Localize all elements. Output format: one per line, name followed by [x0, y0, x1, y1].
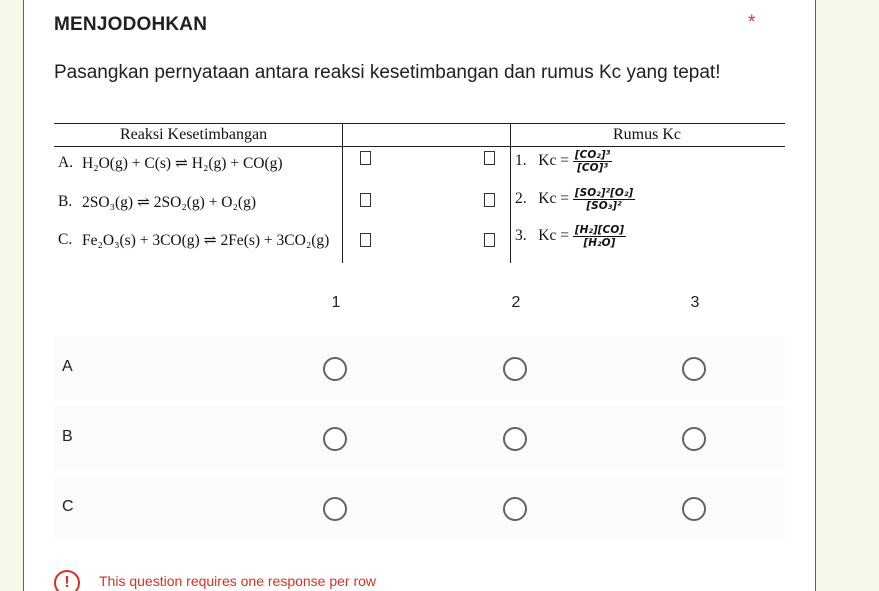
radio-c-3[interactable]: [682, 497, 706, 521]
formula-number: 3.: [515, 227, 527, 245]
radio-a-1[interactable]: [323, 357, 347, 381]
formula-numerator: [SO₂]²[O₂]: [574, 187, 634, 199]
reference-table-image: [54, 123, 785, 263]
formula-prefix: Kc =: [538, 190, 569, 208]
formula-1: [515, 149, 612, 174]
radio-b-2[interactable]: [503, 427, 527, 451]
formula-2: [515, 187, 635, 212]
formula-number: 2.: [515, 190, 527, 208]
formula-denominator: [CO]³: [577, 162, 608, 174]
question-card: [23, 0, 816, 591]
reaction-b: 2SO₃(g) ⇌ 2SO₂(g) + O₂(g): [82, 194, 256, 211]
formula-prefix: Kc =: [538, 152, 569, 170]
radio-b-1[interactable]: [323, 427, 347, 451]
radio-a-3[interactable]: [682, 357, 706, 381]
formula-fraction: [573, 224, 626, 249]
radio-a-2[interactable]: [503, 357, 527, 381]
formula-denominator: [SO₃]²: [586, 200, 622, 212]
formula-fraction: [573, 149, 612, 174]
column-header-1: 1: [331, 294, 341, 311]
grid-row-c: [54, 476, 785, 540]
reaction-letter-b: B.: [58, 193, 73, 210]
answer-box-right: [484, 193, 495, 207]
row-label-b: B: [62, 428, 73, 445]
answer-box-left: [360, 151, 371, 165]
table-header-formulas: Rumus Kc: [613, 126, 681, 143]
answer-box-left: [360, 193, 371, 207]
answer-box-right: [484, 233, 495, 247]
reaction-letter-c: C.: [58, 231, 73, 248]
reaction-c: Fe₂O₃(s) + 3CO(g) ⇌ 2Fe(s) + 3CO₂(g): [82, 232, 330, 249]
formula-prefix: Kc =: [538, 227, 569, 245]
formula-fraction: [573, 187, 635, 212]
column-header-2: 2: [511, 294, 521, 311]
formula-3: [515, 224, 626, 249]
reaction-letter-a: A.: [58, 154, 74, 171]
reaction-a: H₂O(g) + C(s) ⇌ H₂(g) + CO(g): [82, 155, 283, 172]
radio-c-2[interactable]: [503, 497, 527, 521]
row-label-a: A: [62, 358, 73, 375]
validation-message: This question requires one response per row: [99, 573, 377, 589]
radio-c-1[interactable]: [323, 497, 347, 521]
formula-denominator: [H₂O]: [583, 237, 616, 249]
formula-numerator: [H₂][CO]: [574, 224, 625, 236]
formula-numerator: [CO₂]³: [574, 149, 611, 161]
exclamation-icon: !: [54, 570, 80, 591]
table-header-reactions: Reaksi Kesetimbangan: [120, 126, 268, 143]
column-header-3: 3: [690, 294, 700, 311]
question-description: Pasangkan pernyataan antara reaksi kesetimbangan dan rumus Kc yang tepat!: [54, 62, 721, 83]
grid-row-b: [54, 406, 785, 470]
grid-row-a: [54, 336, 785, 400]
formula-number: 1.: [515, 152, 527, 170]
answer-box-right: [484, 151, 495, 165]
required-asterisk: *: [748, 12, 756, 33]
radio-b-3[interactable]: [682, 427, 706, 451]
answer-box-left: [360, 233, 371, 247]
row-label-c: C: [62, 498, 74, 515]
question-title: MENJODOHKAN: [54, 14, 208, 35]
